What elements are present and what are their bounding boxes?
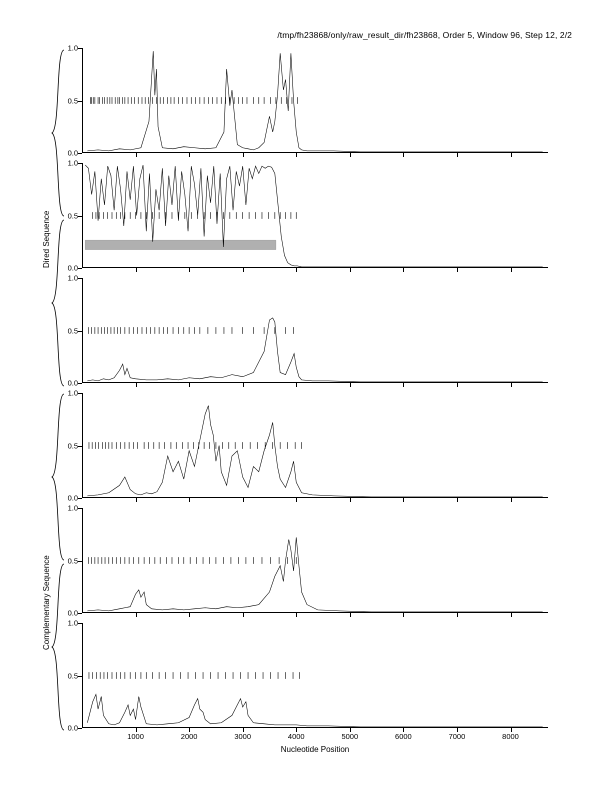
series-line: [85, 165, 542, 267]
y-tick-label: 0.5: [67, 211, 78, 220]
x-tick-mark: [243, 383, 244, 387]
x-tick-mark: [350, 153, 351, 157]
trace-svg-4: [82, 393, 548, 498]
y-tick-label: 1.0: [67, 158, 78, 168]
y-tick-label: 0.5: [67, 556, 78, 565]
y-tick-label: 1.0: [67, 388, 78, 398]
x-tick-mark: [457, 153, 458, 157]
x-tick-mark: [136, 498, 137, 502]
x-tick-mark: [511, 153, 512, 157]
trace-svg-6: [82, 623, 548, 728]
y-tick-mark: [78, 383, 82, 384]
plot-panel-5: [67, 503, 548, 618]
series-line: [87, 537, 542, 612]
x-tick-mark: [189, 383, 190, 387]
trace-svg-5: [82, 508, 548, 613]
x-tick-mark: [403, 498, 404, 502]
trace-svg-2: [82, 163, 548, 268]
x-tick-mark: [296, 498, 297, 502]
group-label-complementary: Complementary Sequence: [42, 555, 51, 650]
group-brace-complementary: [50, 392, 66, 732]
x-tick-mark: [189, 268, 190, 272]
trace-svg-1: [82, 48, 548, 153]
x-tick-label: 8000: [502, 732, 519, 741]
group-brace-dired: [50, 48, 66, 388]
x-tick-mark: [136, 613, 137, 617]
series-line: [87, 51, 542, 152]
y-tick-label: 0.0: [67, 378, 78, 388]
y-tick-label: 1.0: [67, 618, 78, 628]
x-tick-mark: [136, 268, 137, 272]
y-tick-mark: [78, 613, 82, 614]
y-tick-label: 1.0: [67, 43, 78, 53]
y-tick-mark: [78, 498, 82, 499]
x-tick-mark: [403, 153, 404, 157]
feature-tick-row: [88, 557, 296, 564]
y-tick-label: 0.0: [67, 493, 78, 503]
plot-panel-1: [67, 43, 548, 158]
plot-panel-6: [67, 618, 548, 741]
y-tick-label: 0.5: [67, 441, 78, 450]
x-tick-mark: [243, 268, 244, 272]
trace-svg-3: [82, 278, 548, 383]
x-tick-label: 2000: [180, 732, 198, 741]
figure-title: /tmp/fh23868/only/raw_result_dir/fh23868, Order 5, Window 96, Step 12, 2/2: [277, 30, 572, 40]
y-tick-mark: [78, 728, 82, 729]
series-line: [87, 694, 542, 727]
x-tick-mark: [243, 498, 244, 502]
y-tick-label: 0.5: [67, 96, 78, 105]
x-tick-mark: [350, 383, 351, 387]
x-tick-label: 4000: [287, 732, 305, 741]
x-tick-mark: [457, 498, 458, 502]
y-tick-label: 0.0: [67, 148, 78, 158]
y-tick-label: 0.5: [67, 671, 78, 680]
y-tick-label: 1.0: [67, 503, 78, 513]
x-tick-label: 7000: [448, 732, 466, 741]
x-axis-label: Nucleotide Position: [280, 745, 350, 754]
x-tick-mark: [350, 613, 351, 617]
x-tick-mark: [403, 268, 404, 272]
feature-tick-row: [89, 672, 300, 679]
x-tick-mark: [296, 613, 297, 617]
feature-tick-row: [88, 327, 293, 334]
x-tick-mark: [296, 268, 297, 272]
x-tick-mark: [403, 613, 404, 617]
x-tick-mark: [136, 153, 137, 157]
y-tick-label: 0.0: [67, 723, 78, 733]
x-tick-mark: [457, 613, 458, 617]
plot-panel-3: [67, 273, 548, 388]
y-tick-label: 0.0: [67, 608, 78, 618]
x-tick-mark: [350, 268, 351, 272]
x-tick-label: 3000: [234, 732, 252, 741]
group-label-dired: Dired Sequence: [42, 210, 51, 268]
highlight-bar: [85, 240, 276, 249]
x-tick-mark: [243, 153, 244, 157]
x-tick-mark: [136, 383, 137, 387]
feature-tick-row: [89, 442, 302, 449]
series-line: [87, 318, 542, 382]
x-tick-mark: [511, 268, 512, 272]
x-tick-mark: [511, 383, 512, 387]
y-tick-label: 0.5: [67, 326, 78, 335]
x-tick-mark: [296, 153, 297, 157]
x-tick-mark: [457, 268, 458, 272]
x-tick-mark: [457, 383, 458, 387]
x-tick-mark: [511, 613, 512, 617]
plot-panel-2: [67, 158, 548, 273]
x-tick-mark: [511, 498, 512, 502]
x-tick-label: 1000: [127, 732, 144, 741]
x-tick-mark: [243, 613, 244, 617]
series-line: [87, 406, 542, 497]
x-tick-mark: [350, 498, 351, 502]
x-tick-mark: [189, 498, 190, 502]
y-tick-label: 1.0: [67, 273, 78, 283]
y-tick-mark: [78, 153, 82, 154]
x-tick-mark: [296, 383, 297, 387]
y-tick-label: 0.0: [67, 263, 78, 273]
x-tick-mark: [189, 153, 190, 157]
x-tick-mark: [403, 383, 404, 387]
feature-tick-row: [91, 97, 298, 104]
plot-panel-4: [67, 388, 548, 503]
y-tick-mark: [78, 268, 82, 269]
x-tick-label: 6000: [395, 732, 412, 741]
x-tick-mark: [189, 613, 190, 617]
x-tick-label: 5000: [341, 732, 359, 741]
